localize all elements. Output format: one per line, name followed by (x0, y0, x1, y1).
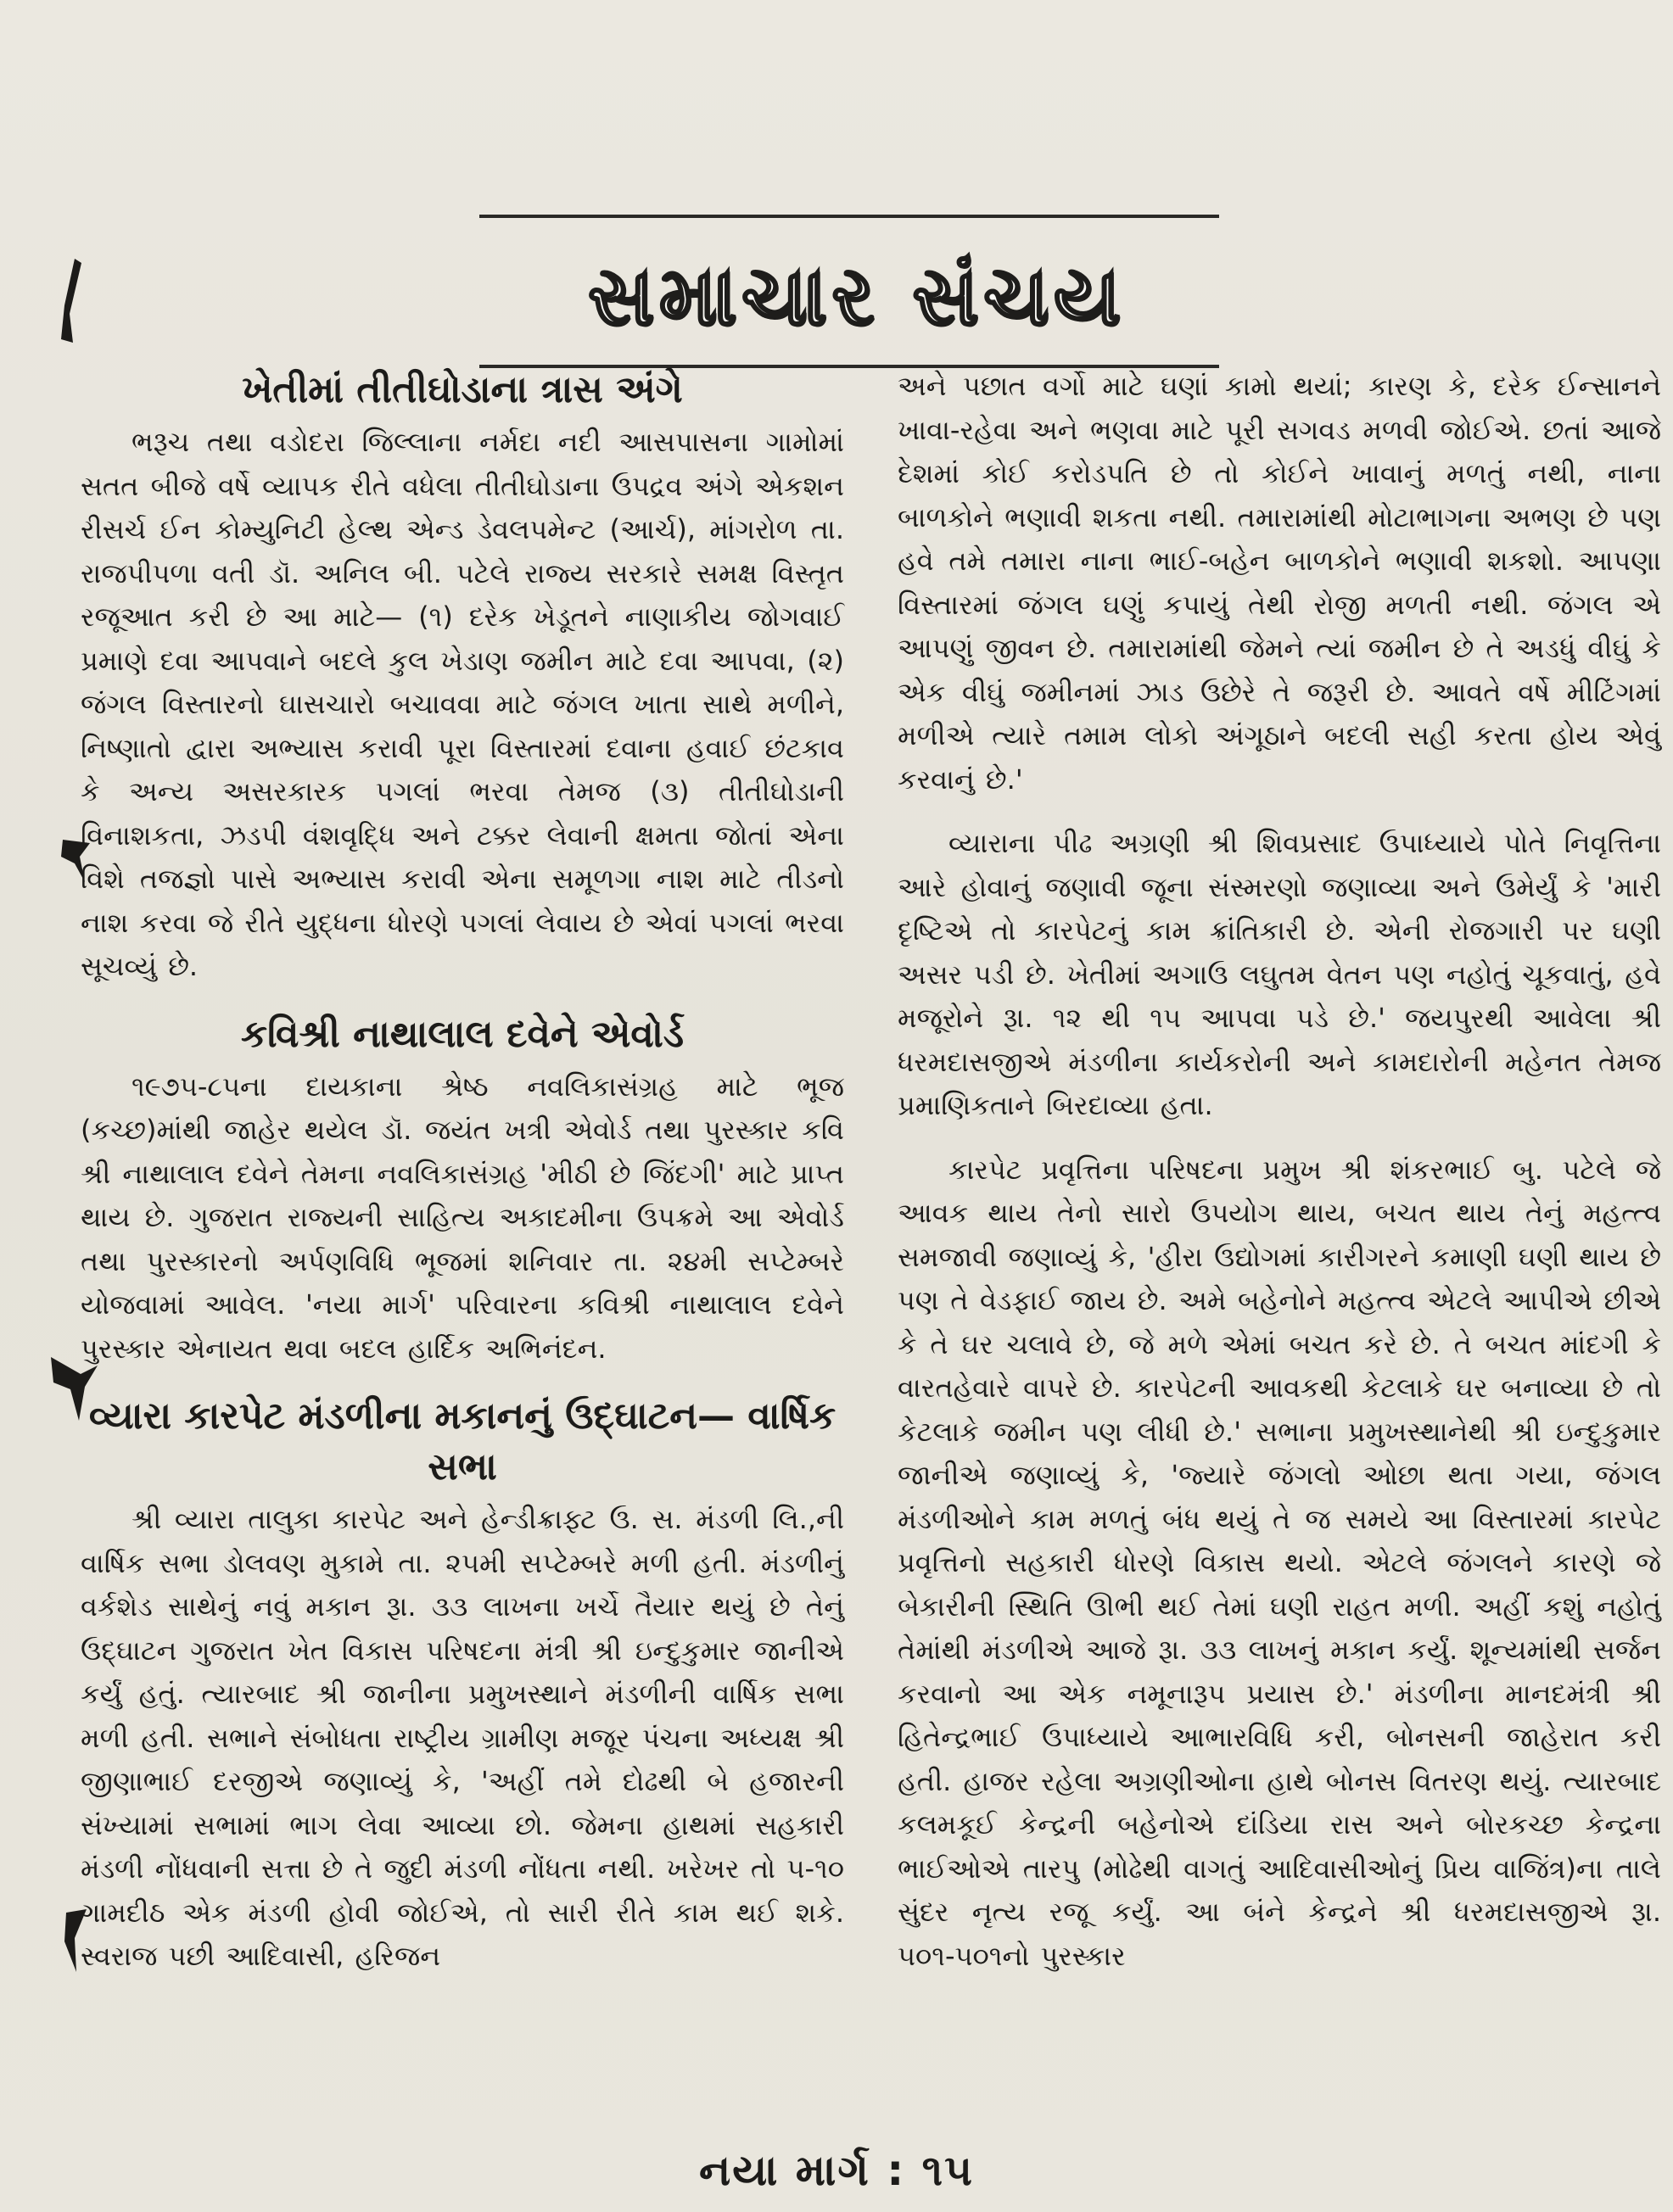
paragraph-shivprasad: વ્યારાના પીઢ અગ્રણી શ્રી શિવપ્રસાદ ઉપાધ્યાયે પોતે નિવૃત્તિના આરે હોવાનું જણાવી જૂના સંસ્મરણો જણાવ્યા અને ઉમેર્યું કે 'મારી દૃષ્ટિએ તો કારપેટનું કામ ક્રાંતિકારી છે. એની રોજગારી પર ઘણી અસર પડી છે. ખેતીમાં અગાઉ લઘુતમ વેતન પણ નહોતું ચૂકવાતું, હવે મજૂરોને રૂા. ૧૨ થી ૧૫ આપવા પડે છે.' જયપુરથી આવેલા શ્રી ધરમદાસજીએ મંડળીના કાર્યકરોની અને કામદારોની મહેનત તેમજ પ્રમાણિકતાને બિરદાવ્યા હતા. (898, 827, 1661, 1121)
section-masthead: સમાચાર સંચય (588, 249, 1126, 344)
article-heading-locusts: ખેતીમાં તીતીઘોડાના ત્રાસ અંગે (242, 368, 683, 411)
margin-mark-top (49, 254, 92, 348)
left-column (81, 365, 844, 1979)
article-heading-vyara-carpet: વ્યારા કારપેટ મંડળીના મકાનનું ઉદ્‌ઘાટન— વાર્ષિક સભા (88, 1394, 836, 1489)
page-footer: નયા માર્ગ : ૧૫ (698, 2146, 975, 2195)
article-body-locusts: ભરૂચ તથા વડોદરા જિલ્લાના નર્મદા નદી આસપાસના ગામોમાં સતત બીજે વર્ષે વ્યાપક રીતે વધેલા તીતીઘોડાના ઉપદ્રવ અંગે એકશન રીસર્ચ ઈન કોમ્યુનિટી હેલ્થ એન્ડ ડેવલપમેન્ટ (આર્ચ), માંગરોળ તા. રાજપીપળા વતી ડૉ. અનિલ બી. પટેલે રાજ્ય સરકારે સમક્ષ વિસ્તૃત રજૂઆત કરી છે આ માટે— (૧) દરેક ખેડૂતને નાણાકીય જોગવાઈ પ્રમાણે દવા આપવાને બદલે કુલ ખેડાણ જમીન માટે દવા આપવા, (૨) જંગલ વિસ્તારનો ઘાસચારો બચાવવા માટે જંગલ ખાતા સાથે મળીને, નિષ્ણાતો દ્વારા અભ્યાસ કરાવી પૂરા વિસ્તારમાં દવાના હવાઈ છંટકાવ કે અન્ય અસરકારક પગલાં ભરવા તેમજ (૩) તીતીઘોડાની વિનાશકતા, ઝડપી વંશવૃદ્ધિ અને ટક્કર લેવાની ક્ષમતા જોતાં એના વિશે તજજ્ઞો પાસે અભ્યાસ કરાવી એના સમૂળગા નાશ માટે તીડનો નાશ કરવા જે રીતે યુદ્ધના ધોરણે પગલાં લેવાય છે એવાં પગલાં ભરવા સૂચવ્યું છે. (81, 426, 844, 982)
paragraph-shankarbhai: કારપેટ પ્રવૃત્તિના પરિષદના પ્રમુખ શ્રી શંકરભાઈ બુ. પટેલે જે આવક થાય તેનો સારો ઉપયોગ થાય, બચત થાય તેનું મહત્ત્વ સમજાવી જણાવ્યું કે, 'હીરા ઉદ્યોગમાં કારીગરને કમાણી ઘણી થાય છે પણ તે વેડફાઈ જાય છે. અમે બહેનોને મહત્ત્વ એટલે આપીએ છીએ કે તે ઘર ચલાવે છે, જે મળે એમાં બચત કરે છે. તે બચત માંદગી કે વારતહેવારે વાપરે છે. કારપેટની આવકથી કેટલાકે ઘર બનાવ્યા છે તો કેટલાકે જમીન પણ લીધી છે.' સભાના પ્રમુખસ્થાનેથી શ્રી ઇન્દુકુમાર જાનીએ જણાવ્યું કે, 'જ્યારે જંગલો ઓછા થતા ગયા, જંગલ મંડળીઓને કામ મળતું બંધ થયું તે જ સમયે આ વિસ્તારમાં કારપેટ પ્રવૃત્તિનો સહકારી ધોરણે વિકાસ થયો. એટલે જંગલને કારણે જે બેકારીની સ્થિતિ ઊભી થઈ તેમાં ઘણી રાહત મળી. અહીં કશું નહોતું તેમાંથી મંડળીએ આજે રૂા. ૩૩ લાખનું મકાન કર્યું. શૂન્યમાંથી સર્જન કરવાનો આ એક નમૂનારૂપ પ્રયાસ છે.' મંડળીના માનદમંત્રી શ્રી હિતેન્દ્રભાઈ ઉપાધ્યાયે આભારવિધિ કરી, બોનસની જાહેરાત કરી હતી. હાજર રહેલા અગ્રણીઓના હાથે બોનસ વિતરણ થયું. ત્યારબાદ કલમકૂઈ કેન્દ્રની બહેનોએ દાંડિયા રાસ અને બોરકચ્છ કેન્દ્રના ભાઈઓએ તારપુ (મોઢેથી વાગતું આદિવાસીઓનું પ્રિય વાજિંત્ર)ના તાલે સુંદર નૃત્ય રજૂ કર્યું. આ બંને કેન્દ્રને શ્રી ધરમદાસજીએ રૂા. ૫૦૧-૫૦૧નો પુરસ્કાર (898, 1153, 1661, 1972)
article-body-vyara-carpet: શ્રી વ્યારા તાલુકા કારપેટ અને હેન્ડીક્રાફ્ટ ઉ. સ. મંડળી લિ.,ની વાર્ષિક સભા ડોલવણ મુકામે તા. ૨૫મી સપ્ટેમ્બરે મળી હતી. મંડળીનું વર્કશેડ સાથેનું નવું મકાન રૂા. ૩૩ લાખના ખર્ચે તૈયાર થયું છે તેનું ઉદ્‌ઘાટન ગુજરાત ખેત વિકાસ પરિષદના મંત્રી શ્રી ઇન્દુકુમાર જાનીએ કર્યું હતું. ત્યારબાદ શ્રી જાનીના પ્રમુખસ્થાને મંડળીની વાર્ષિક સભા મળી હતી. સભાને સંબોધતા રાષ્ટ્રીય ગ્રામીણ મજૂર પંચના અધ્યક્ષ શ્રી જીણાભાઈ દરજીએ જણાવ્યું કે, 'અહીં તમે દોઢથી બે હજારની સંખ્યામાં સભામાં ભાગ લેવા આવ્યા છો. જેમના હાથમાં સહકારી મંડળી નોંધવાની સત્તા છે તે જુદી મંડળી નોંધતા નથી. ખરેખર તો ૫-૧૦ ગામદીઠ એક મંડળી હોવી જોઈએ, તો સારી રીતે કામ થઈ શકે. સ્વરાજ પછી આદિવાસી, હરિજન (81, 1503, 844, 1972)
continued-paragraph: અને પછાત વર્ગો માટે ઘણાં કામો થયાં; કારણ કે, દરેક ઈન્સાનને ખાવા-રહેવા અને ભણવા માટે પૂરી સગવડ મળવી જોઈએ. છતાં આજે દેશમાં કોઈ કરોડપતિ છે તો કોઈને ખાવાનું મળતું નથી, નાના બાળકોને ભણાવી શકતા નથી. તમારામાંથી મોટાભાગના અભણ છે પણ હવે તમે તમારા નાના ભાઈ-બહેન બાળકોને ભણાવી શકશો. આપણા વિસ્તારમાં જંગલ ઘણું કપાયું તેથી રોજી મળતી નથી. જંગલ એ આપણું જીવન છે. તમારામાંથી જેમને ત્યાં જમીન છે તે અડધું વીઘું કે એક વીઘું જમીનમાં ઝાડ ઉછેરે તે જરૂરી છે. આવતે વર્ષે મીટિંગમાં મળીએ ત્યારે તમામ લોકો અંગૂઠાને બદલી સહી કરતા હોય એવું કરવાનું છે.' (898, 370, 1661, 796)
article-heading-award: કવિશ્રી નાથાલાલ દવેને એવોર્ડ (241, 1012, 684, 1056)
right-column (898, 365, 1661, 1978)
article-body-award: ૧૯૭૫-૮૫ના દાયકાના શ્રેષ્ઠ નવલિકાસંગ્રહ માટે ભૂજ (કચ્છ)માંથી જાહેર થયેલ ડૉ. જયંત ખત્રી એવોર્ડ તથા પુરસ્કાર કવિ શ્રી નાથાલાલ દવેને તેમના નવલિકાસંગ્રહ 'મીઠી છે જિંદગી' માટે પ્રાપ્ત થાય છે. ગુજરાત રાજ્યની સાહિત્ય અકાદમીના ઉપક્રમે આ એવોર્ડ તથા પુરસ્કારનો અર્પણવિધિ ભૂજમાં શનિવાર તા. ૨૪મી સપ્ટેમ્બરે યોજવામાં આવેલ. 'નયા માર્ગ' પરિવારના કવિશ્રી નાથાલાલ દવેને પુરસ્કાર એનાયત થવા બદલ હાર્દિક અભિનંદન. (81, 1070, 844, 1365)
masthead-top-rule (479, 215, 1219, 218)
